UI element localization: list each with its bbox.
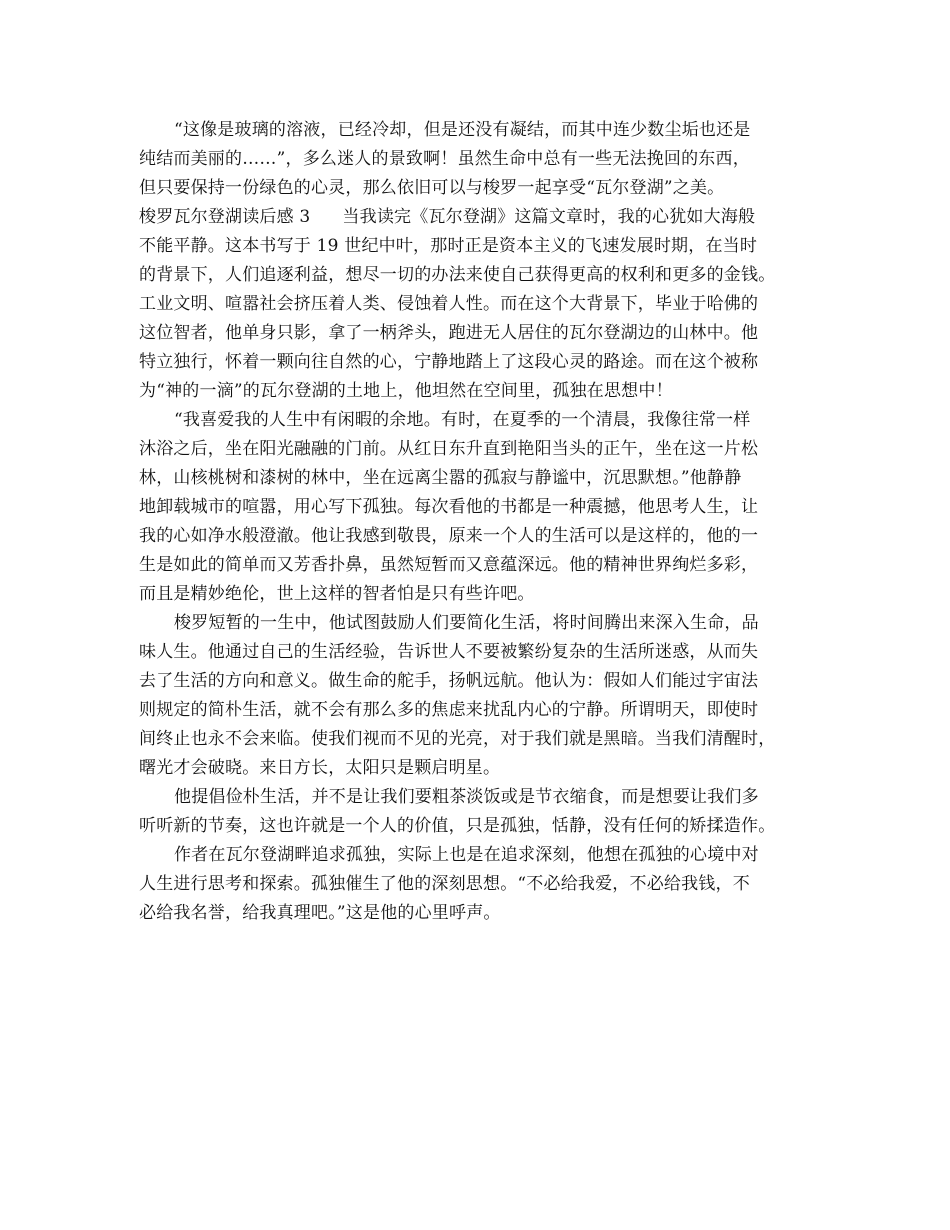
text-line: 梭罗短暂的一生中，他试图鼓励人们要简化生活，将时间腾出来深入生命，品 xyxy=(174,613,759,633)
section-heading-line xyxy=(139,203,829,232)
text-line: 这位智者，他单身只影，拿了一柄斧头，跑进无人居住的瓦尔登湖边的山林中。他 xyxy=(139,323,759,343)
document-body xyxy=(139,116,829,928)
text-line: 但只要保持一份绿色的心灵，那么依旧可以与梭罗一起享受“瓦尔登湖”之美。 xyxy=(139,178,725,198)
text-line: 人生进行思考和探索。孤独催生了他的深刻思想。“不必给我爱，不必给我钱，不 xyxy=(139,874,750,894)
section-heading: 梭罗瓦尔登湖读后感 3 xyxy=(139,207,311,227)
text-line: “我喜爱我的人生中有闲暇的余地。有时，在夏季的一个清晨，我像往常一样 xyxy=(174,410,751,430)
text-line: 林，山核桃树和漆树的林中，坐在远离尘嚣的孤寂与静谧中，沉思默想。”他静静 xyxy=(139,468,742,488)
text-line: 曙光才会破晓。来日方长，太阳只是颗启明星。 xyxy=(139,758,501,778)
text-line: 他提倡俭朴生活，并不是让我们要粗茶淡饭或是节衣缩食，而是想要让我们多 xyxy=(174,787,759,807)
text-line: 必给我名誉，给我真理吧。”这是他的心里呼声。 xyxy=(139,903,501,923)
text-line: “这像是玻璃的溶液，已经冷却，但是还没有凝结，而其中连少数尘垢也还是 xyxy=(174,120,751,140)
text-line: 去了生活的方向和意义。做生命的舵手，扬帆远航。他认为：假如人们能过宇宙法 xyxy=(139,671,759,691)
text-line: 沐浴之后，坐在阳光融融的门前。从红日东升直到艳阳当头的正午，坐在这一片松 xyxy=(139,439,759,459)
text-line: 的背景下，人们追逐利益，想尽一切的办法来使自己获得更高的权利和更多的金钱。 xyxy=(139,265,776,285)
text-line: 特立独行，怀着一颗向往自然的心，宁静地踏上了这段心灵的路途。而在这个被称 xyxy=(139,352,759,372)
text-line: 我的心如净水般澄澈。他让我感到敬畏，原来一个人的生活可以是这样的，他的一 xyxy=(139,526,759,546)
text-line: 生是如此的简单而又芳香扑鼻，虽然短暂而又意蕴深远。他的精神世界绚烂多彩， xyxy=(139,555,759,575)
section-heading-text: 当我读完《瓦尔登湖》这篇文章时，我的心犹如大海般 xyxy=(342,207,756,227)
text-line: 味人生。他通过自己的生活经验，告诉世人不要被繁纷复杂的生活所迷惑，从而失 xyxy=(139,642,759,662)
text-line: 则规定的简朴生活，就不会有那么多的焦虑来扰乱内心的宁静。所谓明天，即使时 xyxy=(139,700,759,720)
text-line: 纯结而美丽的……”，多么迷人的景致啊！虽然生命中总有一些无法挽回的东西， xyxy=(139,149,750,169)
text-line: 作者在瓦尔登湖畔追求孤独，实际上也是在追求深刻，他想在孤独的心境中对 xyxy=(174,845,759,865)
text-line: 听听新的节奏，这也许就是一个人的价值，只是孤独，恬静，没有任何的矫揉造作。 xyxy=(139,816,776,836)
text-line: 不能平静。这本书写于 19 世纪中叶，那时正是资本主义的飞速发展时期，在当时 xyxy=(139,236,758,256)
text-line: 间终止也永不会来临。使我们视而不见的光亮，对于我们就是黑暗。当我们清醒时， xyxy=(139,729,776,749)
text-line: 为“神的一滴”的瓦尔登湖的土地上，他坦然在空间里，孤独在思想中！ xyxy=(139,381,673,401)
text-line: 地卸载城市的喧嚣，用心写下孤独。每次看他的书都是一种震撼，他思考人生，让 xyxy=(139,497,759,517)
text-line: 而且是精妙绝伦，世上这样的智者怕是只有些许吧。 xyxy=(139,584,535,604)
text-line: 工业文明、喧嚣社会挤压着人类、侵蚀着人性。而在这个大背景下，毕业于哈佛的 xyxy=(139,294,759,314)
